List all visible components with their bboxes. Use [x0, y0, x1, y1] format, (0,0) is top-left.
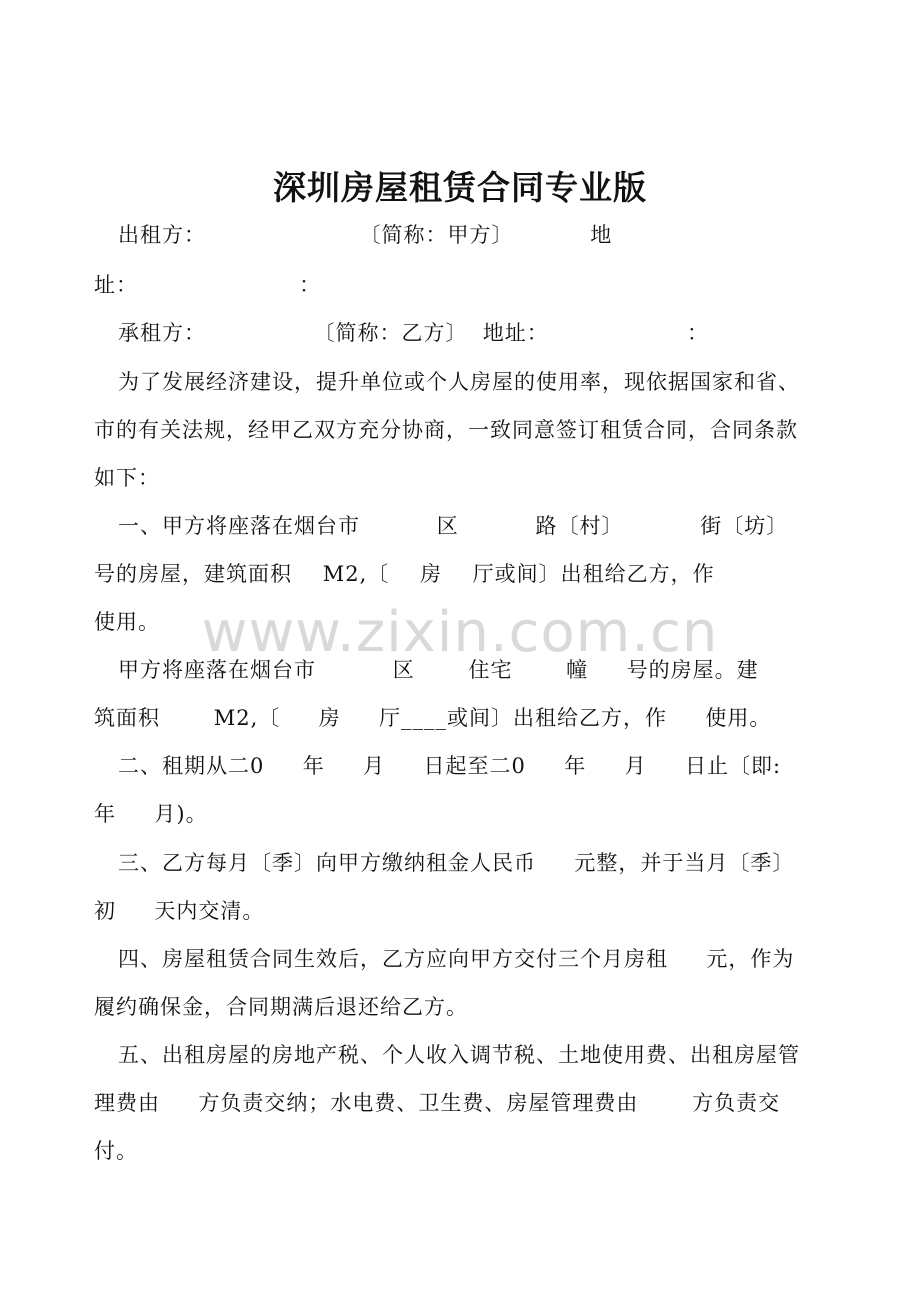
text-line: 三、乙方每月〔季〕向甲方缴纳租金人民币 元整，并于当月〔季〕 [118, 851, 795, 875]
text-line: 履约确保金，合同期满后退还给乙方。 [94, 995, 468, 1019]
text-line: 五、出租房屋的房地产税、个人收入调节税、土地使用费、出租房屋管 [118, 1043, 800, 1067]
text-line: 承租方： 〔简称：乙方〕 地址： ： [118, 321, 709, 345]
text-line: 四、房屋租赁合同生效后，乙方应向甲方交付三个月房租 元，作为 [118, 947, 795, 971]
text-line: 筑面积 M2,〔 房 厅____或间〕出租给乙方，作 使用。 [94, 706, 772, 730]
text-line: 二、租期从二0 年 月 日起至二0 年 月 日止〔即: [118, 754, 782, 778]
text-line: 出租方： 〔简称：甲方〕 地 [118, 223, 613, 247]
text-line: 初 天内交清。 [94, 899, 265, 923]
text-line: 址： ： [94, 273, 322, 297]
text-line: 使用。 [94, 610, 160, 634]
document-title: 深圳房屋租赁合同专业版 [273, 168, 647, 207]
text-line: 付。 [94, 1139, 138, 1163]
text-line: 理费由 方负责交纳；水电费、卫生费、房屋管理费由 方负责交 [94, 1091, 781, 1115]
text-line: 年 月)。 [94, 802, 208, 826]
text-line: 号的房屋，建筑面积 M2,〔 房 厅或间〕出租给乙方，作 [94, 562, 715, 586]
text-line: 一、甲方将座落在烟台市 区 路〔村〕 街〔坊〕 [118, 514, 789, 538]
text-line: 为了发展经济建设，提升单位或个人房屋的使用率，现依据国家和省、 [118, 370, 800, 394]
text-line: 市的有关法规，经甲乙双方充分协商，一致同意签订租赁合同，合同条款 [94, 418, 798, 442]
text-line: 如下： [94, 466, 160, 490]
watermark: www.zixin.com.cn [201, 600, 719, 665]
text-line: 甲方将座落在烟台市 区 住宅 幢 号的房屋。建 [118, 658, 759, 682]
